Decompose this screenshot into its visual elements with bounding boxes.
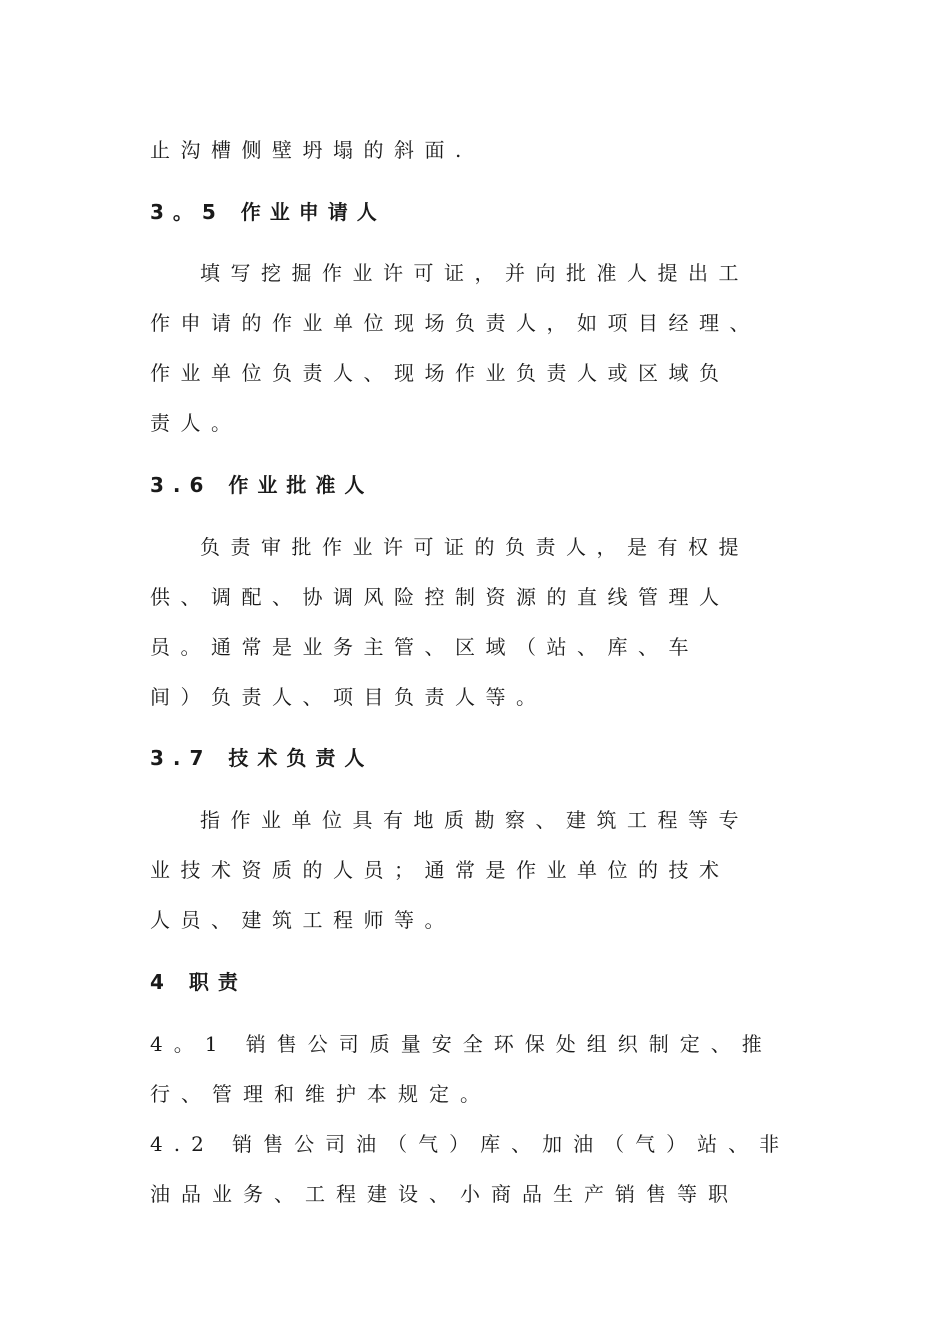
section-heading-3-6: 3.6 作业批准人	[150, 473, 374, 497]
paragraph-line: 4.2 销售公司油（气）库、加油（气）站、非	[150, 1132, 791, 1156]
paragraph-line: 责人。	[150, 411, 242, 435]
paragraph-line: 4。1 销售公司质量安全环保处组织制定、推	[150, 1032, 773, 1056]
paragraph-line: 负责审批作业许可证的负责人，是有权提	[200, 535, 749, 559]
section-heading-3-7: 3.7 技术负责人	[150, 746, 374, 770]
paragraph-line: 指作业单位具有地质勘察、建筑工程等专	[200, 808, 749, 832]
paragraph-line: 供、调配、协调风险控制资源的直线管理人	[150, 585, 730, 609]
paragraph-line: 行、管理和维护本规定。	[150, 1082, 491, 1106]
paragraph-line: 作业单位负责人、现场作业负责人或区域负	[150, 361, 730, 385]
paragraph-line: 作申请的作业单位现场负责人，如项目经理、	[150, 311, 760, 335]
paragraph-line: 业技术资质的人员；通常是作业单位的技术	[150, 858, 730, 882]
paragraph-line: 员。通常是业务主管、区域（站、库、车	[150, 635, 699, 659]
paragraph-line: 止沟槽侧壁坍塌的斜面.	[150, 138, 472, 162]
paragraph-line: 填写挖掘作业许可证，并向批准人提出工	[200, 261, 749, 285]
section-heading-4: 4 职责	[150, 970, 247, 994]
paragraph-line: 人员、建筑工程师等。	[150, 908, 455, 932]
section-heading-3-5: 3。5 作业申请人	[150, 200, 386, 224]
paragraph-line: 间）负责人、项目负责人等。	[150, 685, 547, 709]
paragraph-line: 油品业务、工程建设、小商品生产销售等职	[150, 1182, 739, 1206]
